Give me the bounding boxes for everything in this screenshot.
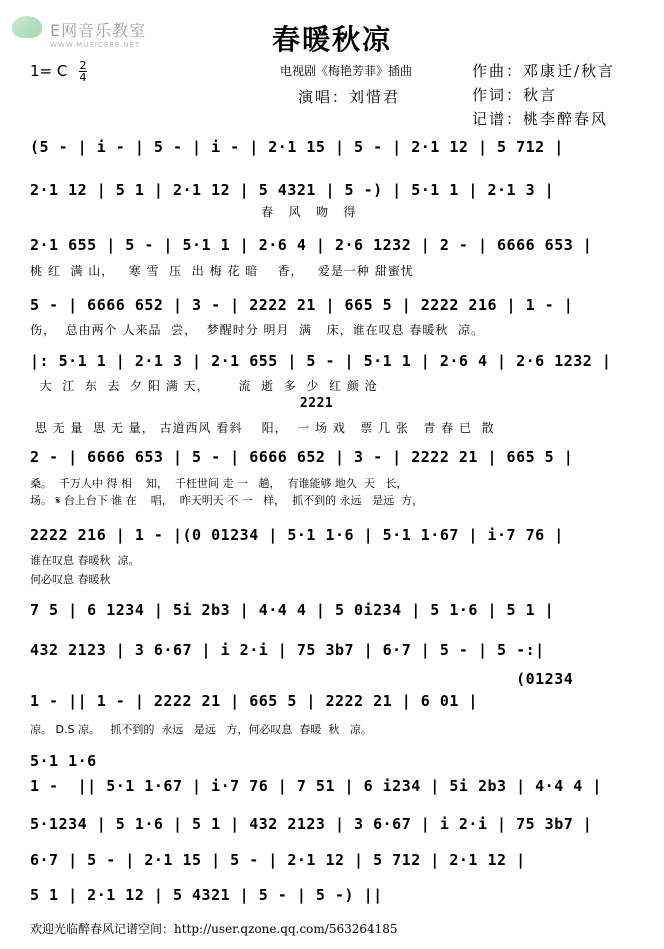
time-signature bbox=[78, 60, 88, 83]
logo-url: WWW.MUSIC888.NET bbox=[50, 41, 141, 49]
score-row-14: 1 - || 5·1 1·67 | i·7 76 | 7 51 | 6 i234 | 5i 2b3 | 4·4 4 | bbox=[30, 777, 602, 795]
lyric-row-7b: 场。 𝄋 台上台下 谁 在 唱， 昨天明天 不 一 样， 抓不到的 永远 是远 方， bbox=[30, 494, 424, 507]
score-row-17: 5 1 | 2·1 12 | 5 4321 | 5 - | 5 -) || bbox=[30, 886, 383, 904]
lyric-row-4: 伤， 总由两个 人来品 尝， 梦醒时分 明月 满 床，谁在叹息 春暖秋 凉。 bbox=[30, 323, 485, 337]
score-row-1: (5 - | i - | 5 - | i - | 2·1 15 | 5 - | 2·1 12 | 5 712 | bbox=[30, 138, 564, 156]
subtitle: 电视剧《梅艳芳菲》插曲 bbox=[280, 64, 413, 78]
logo-name: E网音乐教室 bbox=[50, 21, 147, 40]
credit-lyricist: 作词：秋言 bbox=[472, 86, 558, 104]
meter-bottom: 4 bbox=[79, 71, 87, 84]
lyric-row-8a: 谁在叹息 春暖秋 凉。 bbox=[30, 554, 140, 567]
meter-top: 2 bbox=[79, 59, 87, 72]
song-title: 春暖秋凉 bbox=[271, 23, 392, 56]
score-row-15: 5·1234 | 5 1·6 | 5 1 | 432 2123 | 3 6·67 | i 2·i | 75 3b7 | bbox=[30, 815, 593, 833]
score-row-9: 7 5 | 6 1234 | 5i 2b3 | 4·4 4 | 5 0i234 | 5 1·6 | 5 1 | bbox=[30, 601, 555, 619]
credit-transcriber: 记谱：桃李醉春风 bbox=[472, 110, 609, 128]
score-row-7: 2 - | 6666 653 | 5 - | 6666 652 | 3 - | 2222 21 | 665 5 | bbox=[30, 448, 574, 466]
lyric-row-2: 春 风 吻 得 bbox=[30, 205, 357, 219]
score-row-12: 1 - || 1 - | 2222 21 | 665 5 | 2222 21 | 6 01 | bbox=[30, 692, 478, 710]
score-row-10: 432 2123 | 3 6·67 | i 2·i | 75 3b7 | 6·7 | 5 - | 5 -:| bbox=[30, 641, 545, 659]
score-row-11: (01234 bbox=[30, 670, 574, 688]
score-row-6: 2221 bbox=[200, 396, 334, 411]
score-row-5: |: 5·1 1 | 2·1 3 | 2·1 655 | 5 - | 5·1 1 | 2·6 4 | 2·6 1232 | bbox=[30, 352, 612, 370]
score-row-3: 2·1 655 | 5 - | 5·1 1 | 2·6 4 | 2·6 1232 | 2 - | 6666 653 | bbox=[30, 236, 593, 254]
lyric-row-6: 思 无 量 思 无 量， 古道西风 看斜 阳， 一 场 戏 票 几 张 青 春 已 散 bbox=[30, 421, 495, 435]
score-row-2: 2·1 12 | 5 1 | 2·1 12 | 5 4321 | 5 -) | 5·1 1 | 2·1 3 | bbox=[30, 181, 555, 199]
score-row-8: 2222 216 | 1 - |(0 01234 | 5·1 1·6 | 5·1 1·67 | i·7 76 | bbox=[30, 526, 564, 544]
score-row-13: 5·1 1·6 bbox=[30, 752, 97, 770]
lyric-row-5: 大 江 东 去 夕 阳 满 天， 流 逝 多 少 红 颜 沧 bbox=[30, 379, 378, 393]
lyric-row-8b: 何必叹息 春暖秋 bbox=[30, 573, 111, 586]
lyric-row-3: 桃 红 满 山， 寒 雪 压 出 梅 花 暗 香， 爱是一种 甜蜜忧 bbox=[30, 264, 414, 278]
credit-composer: 作曲：邓康迁/秋言 bbox=[472, 62, 616, 80]
singer: 演唱：刘惜君 bbox=[298, 88, 401, 106]
key-signature: 1= C bbox=[30, 62, 68, 80]
lyric-row-7a: 桑。 千万人中 得 相 知， 千枉世间 走 一 趟， 有谁能够 地久 天 长， bbox=[30, 477, 408, 490]
lyric-row-12: 凉。 D.S 凉。 抓不到的 永远 是远 方，何必叹息 春暖 秋 凉。 bbox=[30, 723, 372, 736]
score-row-4: 5 - | 6666 652 | 3 - | 2222 21 | 665 5 | 2222 216 | 1 - | bbox=[30, 296, 574, 314]
score-row-16: 6·7 | 5 - | 2·1 15 | 5 - | 2·1 12 | 5 712 | 2·1 12 | bbox=[30, 851, 526, 869]
footer-text: 欢迎光临醉春风记谱空间：http://user.qzone.qq.com/563264185 bbox=[30, 922, 398, 936]
